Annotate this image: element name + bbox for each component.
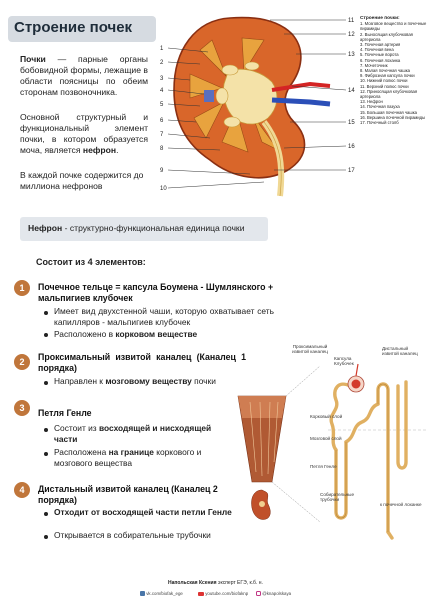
kidney-num-15: 15 [348, 120, 355, 126]
kidney-num-10: 10 [160, 186, 167, 192]
legend-item: 15. Большая почечная чашка [360, 109, 417, 115]
youtube-icon [198, 592, 204, 596]
legend-item: 5. Почечные ворота [360, 52, 399, 58]
element-3-bullet-2-bold: на границе [108, 447, 154, 457]
element-number-4: 4 [14, 482, 30, 498]
kidney-num-6: 6 [160, 118, 164, 124]
legend-item: 6. Почечная лоханка [360, 57, 401, 63]
element-3-bullet-1-text: Состоит из [54, 423, 99, 433]
kidney-num-14: 14 [348, 88, 355, 94]
element-1-heading: Почечное тельце = капсула Боумена - Шумлянского + мальпигиев клубочек [38, 282, 274, 303]
nephron-definition [28, 223, 245, 233]
label-capsule-glomerulus: Капсула Клубочек [334, 356, 354, 366]
intro-nephron-term: нефрон [82, 145, 117, 155]
element-3-bullet-1 [54, 423, 226, 444]
vk-icon [140, 591, 145, 596]
footer-author [168, 580, 263, 586]
legend-item: 13. Нефрон [360, 99, 383, 105]
legend-item: 4. Почечная вена [360, 47, 394, 53]
kidney-num-13: 13 [348, 52, 355, 58]
legend-item: 7. Мочеточник [360, 62, 388, 68]
element-number-1: 1 [14, 280, 30, 296]
kidney-num-5: 5 [160, 102, 164, 108]
element-1-bullet-2-text: Расположено в [54, 329, 116, 339]
label-collecting-ducts: Собирательные трубочки [320, 492, 354, 502]
element-2-bullet-1 [54, 376, 246, 387]
kidney-num-16: 16 [348, 144, 355, 150]
kidney-legend [360, 16, 428, 125]
intro-kidneys-term: Почки [20, 54, 46, 64]
label-distal-tubule: Дистальный извитой каналец [382, 346, 418, 356]
consists-heading: Состоит из 4 элементов: [36, 257, 146, 267]
element-2-bullet-1-bold: мозговому веществу [105, 376, 192, 386]
nephron-diagram [232, 342, 428, 542]
kidney-diagram [160, 10, 364, 200]
bullet-dot [44, 535, 48, 539]
nephron-definition-rest: - структурно-функциональная единица почки [62, 223, 245, 233]
element-4-bullet-2: Открывается в собирательные трубочки [54, 530, 211, 540]
bullet-dot [44, 512, 48, 516]
label-to-renal-pelvis: к почечной лоханке [380, 502, 422, 507]
element-4-bullet-1: Отходит от восходящей части петли Генле [54, 507, 232, 517]
element-number-2: 2 [14, 354, 30, 370]
kidney-num-4: 4 [160, 88, 164, 94]
legend-item: 10. Нижний полюс почки [360, 78, 408, 84]
page-title: Строение почек [14, 19, 133, 36]
legend-item: 16. Вершина почечной пирамиды [360, 114, 426, 120]
footer-youtube-link: youtube.com/biofaknp [205, 591, 249, 596]
intro-nephron-text: Основной структурный и функциональный элемент почки, в котором образуется моча, является [20, 112, 148, 155]
legend-item: 3. Почечная артерия [360, 42, 401, 48]
element-2-bullet-1-end: почки [191, 376, 216, 386]
label-medulla: Мозговой слой [310, 436, 342, 441]
nephron-definition-term: Нефрон [28, 223, 63, 233]
element-2-heading: Проксимальный извитой каналец (Каналец 1 порядка) [38, 352, 246, 373]
instagram-icon [256, 591, 261, 596]
footer-vk[interactable] [140, 591, 183, 596]
bullet-dot [44, 311, 48, 315]
legend-item: 14. Почечная пазуха [360, 104, 400, 110]
kidney-num-1: 1 [160, 46, 164, 52]
intro-paragraph-2 [20, 112, 148, 156]
legend-title: Строение почки: [360, 16, 400, 21]
renal-vein-inner [204, 90, 214, 102]
bullet-dot [44, 428, 48, 432]
legend-item: 11. Верхний полюс почки [360, 83, 409, 89]
kidney-num-17: 17 [348, 168, 355, 174]
kidney-num-8: 8 [160, 146, 164, 152]
label-cortex: Корковый слой [310, 414, 343, 419]
element-4-heading: Дистальный извитой каналец (Каналец 2 порядка) [38, 484, 218, 505]
legend-item: 9. Фиброзная капсула почки [360, 73, 415, 79]
element-3-bullet-2-end: коркового и мозгового вещества [54, 447, 202, 468]
element-3-bullet-2 [54, 447, 226, 468]
intro-paragraph-1 [20, 54, 148, 98]
label-loop-of-henle: Петля Генле [310, 464, 337, 469]
footer-author-role: эксперт ЕГЭ, к.б. н. [217, 580, 263, 586]
intro-nephron-end: . [116, 145, 119, 155]
kidney-num-9: 9 [160, 168, 164, 174]
kidney-num-3: 3 [160, 76, 164, 82]
footer-instagram[interactable] [256, 591, 291, 596]
legend-item: 1. Мозговое вещество и почечные пирамиды [360, 21, 427, 32]
footer-instagram-link: @knapolskaya [262, 591, 292, 596]
kidney-num-7: 7 [160, 132, 164, 138]
bullet-dot [44, 452, 48, 456]
element-number-3: 3 [14, 400, 30, 416]
kidney-num-2: 2 [160, 60, 164, 66]
legend-item: 17. Почечный столб [360, 120, 399, 126]
bullet-dot [44, 381, 48, 385]
element-3-bullet-1-bold: восходящей и нисходящей части [54, 423, 212, 444]
footer-author-name: Напольская Ксения [168, 580, 217, 586]
element-1-bullet-1: Имеет вид двухстенной чаши, которую охватывает сеть капилляров - мальпигиев клубочек [54, 306, 274, 327]
element-3-heading: Петля Генле [38, 408, 92, 418]
footer-vk-link: vk.com/biofak_ege [146, 591, 183, 596]
legend-item: 12. Приносящая клубочковая артериола [360, 88, 418, 100]
glomerulus [352, 380, 361, 389]
label-proximal-tubule: Проксимальный извитой каналец [292, 344, 328, 354]
kidney-num-11: 11 [348, 18, 355, 24]
legend-item: 2. Выносящая клубочковая артериола [360, 31, 413, 42]
footer-youtube[interactable] [198, 591, 248, 596]
element-3-bullet-2-text: Расположена [54, 447, 109, 457]
bullet-dot [44, 333, 48, 337]
legend-item: 8. Малая почечная чашка [360, 68, 410, 74]
intro-kidneys-text: — парные органы бобовидной формы, лежащие в области поясницы по обеим сторонам позвоночника. [20, 54, 148, 97]
kidney-num-12: 12 [348, 32, 355, 38]
element-1-bullet-2-bold: корковом веществе [115, 329, 198, 339]
intro-paragraph-3: В каждой почке содержится до миллиона нефронов [20, 170, 144, 191]
element-1-bullet-2 [54, 329, 274, 340]
element-2-bullet-1-text: Направлен к [54, 376, 106, 386]
